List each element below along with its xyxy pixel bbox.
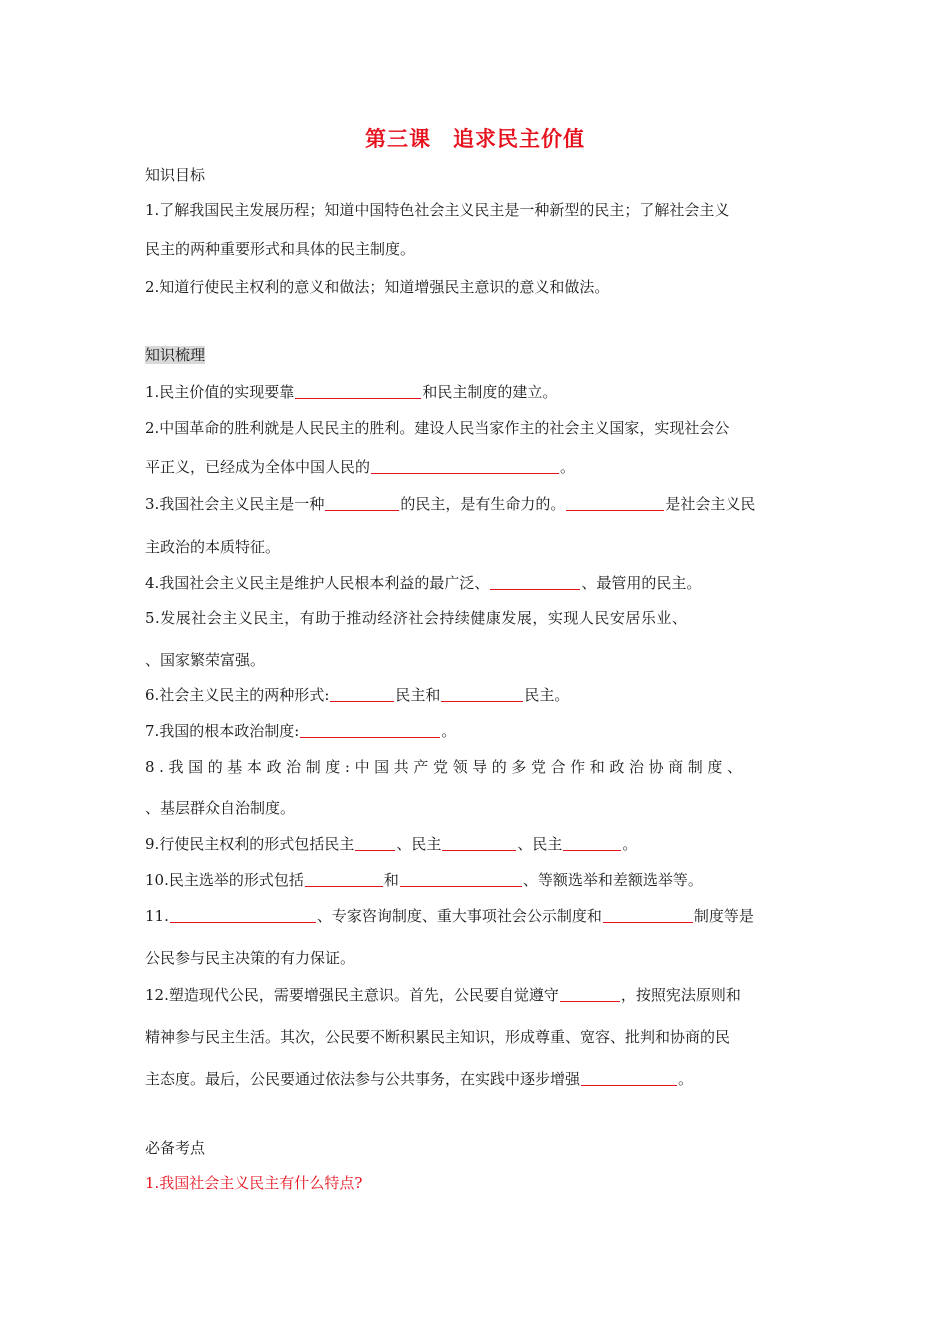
fill-blank[interactable] bbox=[325, 496, 399, 511]
fill-blank[interactable] bbox=[305, 872, 383, 887]
review-item-7: 7.我国的根本政治制度: 。 bbox=[145, 722, 457, 740]
goal-item-1-line-2: 民主的两种重要形式和具体的民主制度。 bbox=[145, 240, 416, 258]
fill-blank[interactable] bbox=[300, 723, 440, 738]
fill-blank[interactable] bbox=[355, 836, 395, 851]
goal-item-1-line-1: 1.了解我国民主发展历程；知道中国特色社会主义民主是一种新型的民主；了解社会主义 bbox=[145, 201, 730, 219]
fill-blank[interactable] bbox=[400, 872, 522, 887]
review-item-11-line-1: 11. 、专家咨询制度、重大事项社会公示制度和 制度等是 bbox=[145, 907, 754, 925]
review-item-12-line-3: 主态度。最后，公民要通过依法参与公共事务，在实践中逐步增强 。 bbox=[145, 1070, 694, 1088]
exam-heading: 必备考点 bbox=[145, 1139, 206, 1157]
review-item-11-line-2: 公民参与民主决策的有力保证。 bbox=[145, 949, 356, 967]
fill-blank[interactable] bbox=[330, 687, 394, 702]
fill-blank[interactable] bbox=[441, 687, 523, 702]
review-item-5-line-1: 5.发展社会主义民主，有助于推动经济社会持续健康发展，实现人民安居乐业、 bbox=[145, 609, 688, 627]
review-item-1: 1.民主价值的实现要靠 和民主制度的建立。 bbox=[145, 383, 558, 401]
fill-blank[interactable] bbox=[603, 908, 693, 923]
fill-blank[interactable] bbox=[560, 987, 620, 1002]
review-item-3-line-2: 主政治的本质特征。 bbox=[145, 538, 281, 556]
fill-blank[interactable] bbox=[170, 908, 316, 923]
fill-blank[interactable] bbox=[563, 836, 621, 851]
review-item-4: 4.我国社会主义民主是维护人民根本利益的最广泛、 、最管用的民主。 bbox=[145, 574, 702, 592]
review-heading: 知识梳理 bbox=[145, 346, 206, 364]
review-item-8-line-1: 8.我国的基本政治制度:中国共产党领导的多党合作和政治协商制度、 bbox=[145, 758, 747, 776]
review-item-10: 10.民主选举的形式包括 和 、等额选举和差额选举等。 bbox=[145, 871, 703, 889]
fill-blank[interactable] bbox=[295, 384, 421, 399]
fill-blank[interactable] bbox=[566, 496, 664, 511]
review-item-9: 9.行使民主权利的形式包括民主 、民主 、民主 。 bbox=[145, 835, 638, 853]
goals-heading: 知识目标 bbox=[145, 166, 206, 184]
review-item-2-line-1: 2.中国革命的胜利就是人民民主的胜利。建设人民当家作主的社会主义国家，实现社会公 bbox=[145, 419, 730, 437]
fill-blank[interactable] bbox=[442, 836, 516, 851]
page-title: 第三课 追求民主价值 bbox=[365, 126, 585, 151]
review-item-12-line-2: 精神参与民主生活。其次，公民要不断积累民主知识，形成尊重、宽容、批判和协商的民 bbox=[145, 1028, 731, 1046]
fill-blank[interactable] bbox=[490, 575, 580, 590]
review-item-5-line-2: 、国家繁荣富强。 bbox=[145, 651, 266, 669]
goal-item-2: 2.知道行使民主权利的意义和做法；知道增强民主意识的意义和做法。 bbox=[145, 278, 610, 296]
review-item-6: 6.社会主义民主的两种形式: 民主和 民主。 bbox=[145, 686, 570, 704]
review-item-12-line-1: 12.塑造现代公民，需要增强民主意识。首先，公民要自觉遵守 ，按照宪法原则和 bbox=[145, 986, 741, 1004]
exam-question-1: 1.我国社会主义民主有什么特点? bbox=[145, 1174, 363, 1192]
review-item-3-line-1: 3.我国社会主义民主是一种 的民主，是有生命力的。 是社会主义民 bbox=[145, 495, 756, 513]
review-item-8-line-2: 、基层群众自治制度。 bbox=[145, 799, 296, 817]
fill-blank[interactable] bbox=[581, 1071, 677, 1086]
review-item-2-line-2: 平正义，已经成为全体中国人民的 。 bbox=[145, 458, 576, 476]
fill-blank[interactable] bbox=[371, 459, 559, 474]
